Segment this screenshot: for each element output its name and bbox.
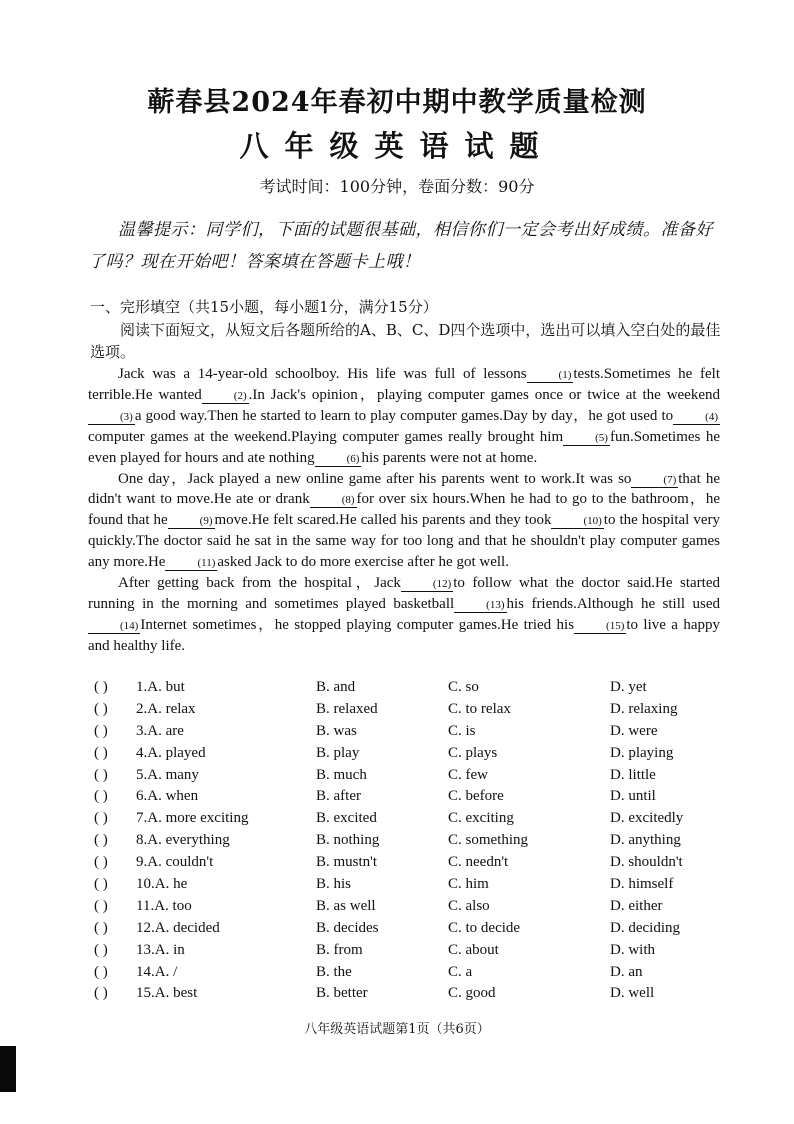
- option-b: B. better: [316, 985, 368, 1002]
- option-row: [90, 745, 730, 767]
- blank-8: (8): [310, 494, 357, 508]
- passage-text: a good way.Then he started to learn to play computer games.Day by day，he got used to: [134, 407, 674, 424]
- option-c: C. about: [448, 941, 499, 958]
- option-d: D. playing: [610, 744, 674, 761]
- answer-parenthesis: ( ): [94, 941, 108, 958]
- option-row: [90, 876, 730, 898]
- option-a: 6.A. when: [136, 788, 199, 805]
- section-title: 一、完形填空（共15小题，每小题1分，满分15分）: [90, 298, 438, 316]
- option-row: [90, 942, 730, 964]
- blank-5: (5): [563, 432, 610, 446]
- answer-parenthesis: ( ): [94, 876, 108, 893]
- blank-11: (11): [165, 557, 217, 571]
- answer-parenthesis: ( ): [94, 963, 108, 980]
- answer-parenthesis: ( ): [94, 810, 108, 827]
- option-a: 14.A. /: [136, 963, 178, 980]
- option-d: D. himself: [610, 876, 674, 893]
- option-d: D. either: [610, 897, 663, 914]
- option-d: D. shouldn't: [610, 854, 683, 871]
- option-c: C. needn't: [448, 854, 509, 871]
- option-c: C. few: [448, 766, 488, 783]
- answer-parenthesis: ( ): [94, 744, 108, 761]
- option-b: B. from: [316, 941, 363, 958]
- blank-12: (12): [401, 578, 453, 592]
- option-b: B. the: [316, 963, 352, 980]
- option-b: B. relaxed: [316, 700, 378, 717]
- option-row: [90, 832, 730, 854]
- blank-14: (14): [88, 620, 140, 634]
- passage-text: move.He felt scared.He called his parents and they took: [214, 512, 552, 529]
- passage-text: fun.Sometimes he even played for hours and ate nothing: [88, 428, 720, 466]
- answer-parenthesis: ( ): [94, 897, 108, 914]
- option-row: [90, 920, 730, 942]
- answer-parenthesis: ( ): [94, 722, 108, 739]
- option-b: B. decides: [316, 919, 379, 936]
- option-a: 15.A. best: [136, 985, 198, 1002]
- answer-parenthesis: ( ): [94, 788, 108, 805]
- passage-text: computer games at the weekend.Playing computer games really brought him: [88, 428, 564, 445]
- option-c: C. before: [448, 788, 504, 805]
- answer-parenthesis: ( ): [94, 700, 108, 717]
- blank-13: (13): [454, 599, 506, 613]
- blank-3: (3): [88, 411, 135, 425]
- blank-10: (10): [551, 515, 603, 529]
- warm-tip: 温馨提示：同学们，下面的试题很基础，相信你们一定会考出好成绩。准备好了吗？现在开始吧！答案填在答题卡上哦！: [88, 220, 713, 272]
- exam-info: 考试时间：100分钟，卷面分数：90分: [259, 177, 535, 196]
- option-row: [90, 854, 730, 876]
- option-row: [90, 964, 730, 986]
- option-d: D. deciding: [610, 919, 680, 936]
- blank-7: (7): [631, 474, 678, 488]
- option-c: C. to decide: [448, 919, 521, 936]
- answer-parenthesis: ( ): [94, 919, 108, 936]
- option-a: 1.A. but: [136, 679, 185, 695]
- option-b: B. as well: [316, 897, 376, 914]
- option-a: 8.A. everything: [136, 832, 230, 849]
- option-c: C. so: [448, 679, 479, 695]
- option-d: D. excitedly: [610, 810, 684, 827]
- exam-title: 蕲春县2024年春初中期中教学质量检测: [147, 87, 647, 118]
- passage-text: tests.Sometimes he felt terrible.He wanted: [88, 366, 720, 403]
- passage-text: Jack was a 14-year-old schoolboy. His life was full of lessons: [118, 366, 527, 382]
- option-row: [90, 679, 730, 701]
- option-b: B. his: [316, 876, 352, 893]
- option-row: [90, 788, 730, 810]
- blank-9: (9): [168, 515, 215, 529]
- answer-parenthesis: ( ): [94, 832, 108, 849]
- exam-subtitle: 八年级英语试题: [239, 129, 555, 163]
- passage-text: asked Jack to do more exercise after he got well.: [217, 554, 509, 571]
- option-a: 10.A. he: [136, 876, 188, 893]
- option-a: 4.A. played: [136, 744, 206, 761]
- passage-text: to the hospital very quickly.The doctor said he sat in the same way for too long and that he shouldn't play computer games any more.He: [88, 512, 720, 571]
- option-c: C. good: [448, 985, 496, 1002]
- option-a: 13.A. in: [136, 941, 185, 958]
- option-a: 2.A. relax: [136, 700, 196, 717]
- blank-15: (15): [574, 620, 626, 634]
- option-row: [90, 767, 730, 789]
- option-d: D. relaxing: [610, 700, 678, 717]
- option-b: B. and: [316, 679, 356, 695]
- option-c: C. a: [448, 963, 473, 980]
- option-c: C. also: [448, 897, 490, 914]
- option-b: B. play: [316, 744, 360, 761]
- option-c: C. exciting: [448, 810, 514, 827]
- option-row: [90, 985, 730, 1007]
- passage-text: One day，Jack played a new online game after his parents went to work.It was so: [118, 470, 632, 487]
- passage-text: to follow what the doctor said.He started running in the morning and sometimes played basketball: [88, 575, 720, 612]
- passage-paragraph-2: [88, 469, 720, 574]
- answer-parenthesis: ( ): [94, 766, 108, 783]
- passage-text: that he didn't want to move.He ate or drank: [88, 470, 720, 508]
- passage-text: to live a happy and healthy life.: [88, 616, 720, 654]
- option-row: [90, 701, 730, 723]
- answer-parenthesis: ( ): [94, 679, 108, 695]
- passage-text: his parents were not at home.: [361, 449, 538, 466]
- answer-parenthesis: ( ): [94, 985, 108, 1002]
- option-row: [90, 898, 730, 920]
- option-d: D. with: [610, 941, 655, 958]
- page-footer: 八年级英语试题第1页（共6页）: [304, 1022, 490, 1037]
- option-b: B. nothing: [316, 832, 380, 849]
- blank-1: (1): [527, 369, 574, 383]
- scan-binding-mark: [0, 1046, 16, 1092]
- option-c: C. something: [448, 832, 529, 849]
- option-a: 5.A. many: [136, 766, 199, 783]
- blank-2: (2): [202, 390, 249, 404]
- passage-text: .In Jack's opinion，playing computer games once or twice at the weekend: [248, 386, 720, 403]
- option-d: D. until: [610, 788, 656, 805]
- blank-4: (4): [673, 411, 720, 425]
- option-a: 11.A. too: [136, 897, 192, 914]
- option-d: D. anything: [610, 832, 681, 849]
- passage-paragraph-3: [88, 573, 720, 657]
- option-d: D. well: [610, 985, 655, 1002]
- passage-text: Internet sometimes，he stopped playing computer games.He tried his: [140, 616, 575, 633]
- option-b: B. after: [316, 788, 361, 805]
- option-row: [90, 810, 730, 832]
- option-a: 7.A. more exciting: [136, 810, 249, 827]
- option-c: C. him: [448, 876, 489, 893]
- section-instruction: 阅读下面短文，从短文后各题所给的A、B、C、D四个选项中，选出可以填入空白处的最佳选项。: [90, 321, 721, 361]
- option-c: C. is: [448, 722, 476, 739]
- cloze-passage: [88, 364, 720, 657]
- options-list: [90, 679, 730, 1007]
- option-b: B. excited: [316, 810, 377, 827]
- answer-parenthesis: ( ): [94, 854, 108, 871]
- option-b: B. much: [316, 766, 367, 783]
- option-d: D. an: [610, 963, 643, 980]
- option-a: 9.A. couldn't: [136, 854, 214, 871]
- option-a: 3.A. are: [136, 722, 184, 739]
- option-d: D. were: [610, 722, 658, 739]
- option-a: 12.A. decided: [136, 919, 220, 936]
- blank-6: (6): [315, 453, 362, 467]
- passage-text: for over six hours.When he had to go to the bathroom，he found that he: [88, 491, 721, 529]
- option-c: C. plays: [448, 744, 498, 761]
- passage-text: After getting back from the hospital，Jack: [118, 575, 401, 592]
- option-b: B. mustn't: [316, 854, 378, 871]
- passage-text: his friends.Although he still used: [506, 595, 720, 612]
- option-b: B. was: [316, 722, 357, 739]
- option-row: [90, 723, 730, 745]
- passage-paragraph-1: [88, 364, 720, 469]
- option-d: D. yet: [610, 679, 647, 695]
- option-d: D. little: [610, 766, 656, 783]
- option-c: C. to relax: [448, 700, 511, 717]
